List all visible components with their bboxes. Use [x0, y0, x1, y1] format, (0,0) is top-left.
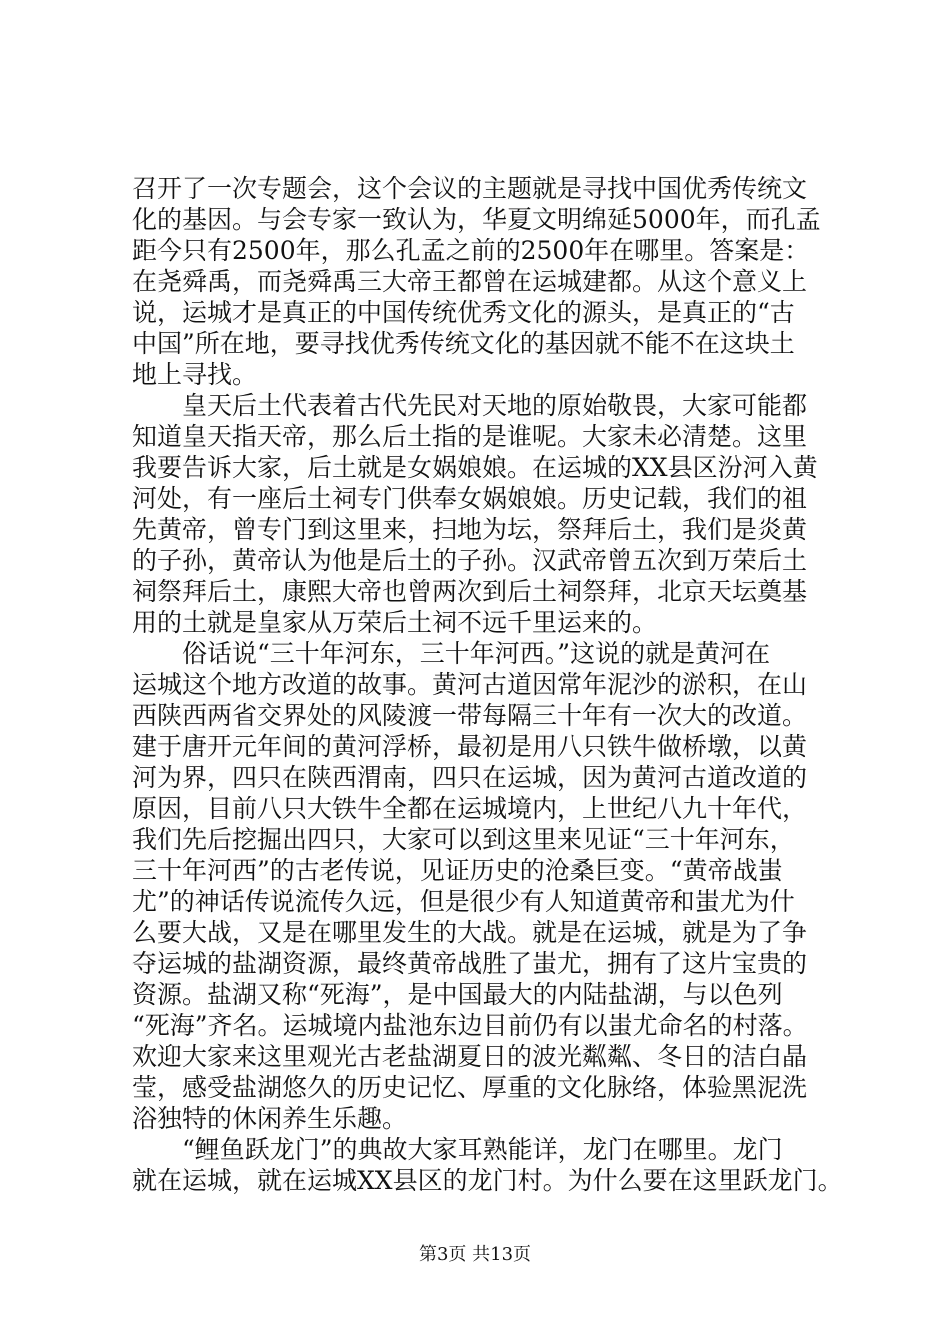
- text-line: 说，运城才是真正的中国传统优秀文化的源头，是真正的“古: [132, 298, 795, 327]
- text-line: “死海”齐名。运城境内盐池东边目前仍有以蚩尤命名的村落。: [132, 1011, 808, 1040]
- text-line: 我们先后挖掘出四只，大家可以到这里来见证“三十年河东，: [132, 825, 795, 854]
- text-line: 先黄帝，曾专门到这里来，扫地为坛，祭拜后土，我们是炎黄: [132, 515, 808, 544]
- text-line: 召开了一次专题会，这个会议的主题就是寻找中国优秀传统文: [132, 174, 808, 203]
- text-line: 尤”的神话传说流传久远，但是很少有人知道黄帝和蚩尤为什: [132, 887, 795, 916]
- text-line: 中国”所在地，要寻找优秀传统文化的基因就不能不在这块土: [132, 329, 795, 358]
- text-line: 么要大战，又是在哪里发生的大战。就是在运城，就是为了争: [132, 918, 808, 947]
- text-line: 就在运城，就在运城XX县区的龙门村。为什么要在这里跃龙门。: [132, 1166, 843, 1195]
- text-line: 在尧舜禹，而尧舜禹三大帝王都曾在运城建都。从这个意义上: [132, 267, 808, 296]
- page-number-footer: 第3页 共13页: [418, 1244, 532, 1265]
- text-line: 我要告诉大家，后土就是女娲娘娘。在运城的XX县区汾河入黄: [132, 453, 818, 482]
- text-line: 夺运城的盐湖资源，最终黄帝战胜了蚩尤，拥有了这片宝贵的: [132, 949, 808, 978]
- text-line: 化的基因。与会专家一致认为，华夏文明绵延5000年，而孔孟: [132, 205, 821, 234]
- text-line: 西陕西两省交界处的风陵渡一带每隔三十年有一次大的改道。: [132, 701, 808, 730]
- text-line: 三十年河西”的古老传说，见证历史的沧桑巨变。“黄帝战蚩: [132, 856, 783, 885]
- body-text: [132, 173, 852, 1196]
- text-line: 资源。盐湖又称“死海”，是中国最大的内陆盐湖，与以色列: [132, 980, 783, 1009]
- text-line: 浴独特的休闲养生乐趣。: [132, 1104, 408, 1133]
- text-line: 知道皇天指天帝，那么后土指的是谁呢。大家未必清楚。这里: [132, 422, 808, 451]
- text-line: 的子孙，黄帝认为他是后土的子孙。汉武帝曾五次到万荣后土: [132, 546, 808, 575]
- text-line: 距今只有2500年，那么孔孟之前的2500年在哪里。答案是：: [132, 236, 810, 265]
- text-line: 皇天后土代表着古代先民对天地的原始敬畏，大家可能都: [132, 391, 808, 420]
- text-line: 河处，有一座后土祠专门供奉女娲娘娘。历史记载，我们的祖: [132, 484, 808, 513]
- text-line: 河为界，四只在陕西渭南，四只在运城，因为黄河古道改道的: [132, 763, 808, 792]
- text-line: 俗话说“三十年河东，三十年河西。”这说的就是黄河在: [132, 639, 771, 668]
- text-line: “鲤鱼跃龙门”的典故大家耳熟能详，龙门在哪里。龙门: [132, 1135, 783, 1164]
- text-line: 建于唐开元年间的黄河浮桥，最初是用八只铁牛做桥墩，以黄: [132, 732, 808, 761]
- text-line: 原因，目前八只大铁牛全都在运城境内，上世纪八九十年代，: [132, 794, 808, 823]
- text-line: 地上寻找。: [132, 360, 258, 389]
- text-line: 祠祭拜后土，康熙大帝也曾两次到后土祠祭拜，北京天坛奠基: [132, 577, 808, 606]
- text-line: 运城这个地方改道的故事。黄河古道因常年泥沙的淤积，在山: [132, 670, 808, 699]
- text-line: 莹，感受盐湖悠久的历史记忆、厚重的文化脉络，体验黑泥洗: [132, 1073, 808, 1102]
- text-line: 欢迎大家来这里观光古老盐湖夏日的波光粼粼、冬日的洁白晶: [132, 1042, 808, 1071]
- text-line: 用的土就是皇家从万荣后土祠不远千里运来的。: [132, 608, 658, 637]
